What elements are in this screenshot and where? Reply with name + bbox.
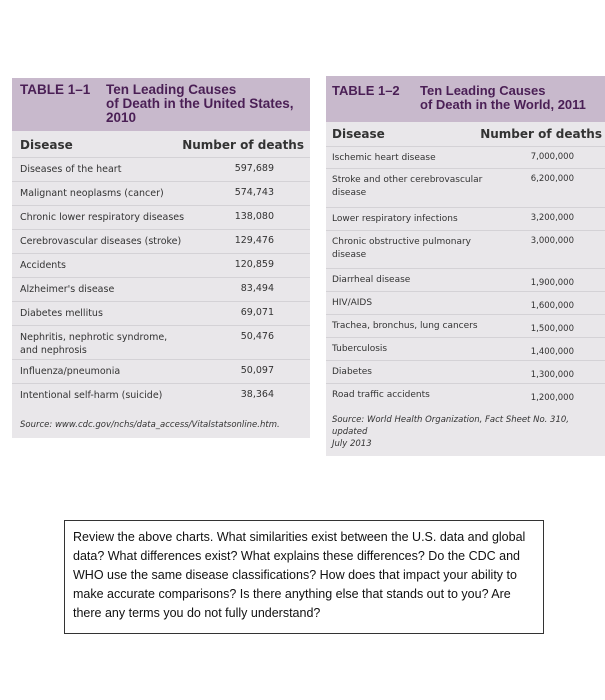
row-disease: Road traffic accidents xyxy=(332,390,430,400)
row-deaths: 1,400,000 xyxy=(530,347,574,357)
row-deaths: 6,200,000 xyxy=(530,174,574,184)
table1-col-deaths: Number of deaths xyxy=(182,138,304,152)
row-disease: Diseases of the heart xyxy=(20,164,122,175)
row-deaths: 50,097 xyxy=(240,365,274,376)
table2-col-deaths: Number of deaths xyxy=(480,127,602,141)
row-disease: Diabetes mellitus xyxy=(20,308,103,319)
table1-source: Source: www.cdc.gov/nchs/data_access/Vitalstatsonline.htm. xyxy=(20,420,280,430)
table1-column-headers xyxy=(12,131,310,157)
row-disease: Influenza/pneumonia xyxy=(20,366,121,377)
row-disease: Chronic lower respiratory diseases xyxy=(20,212,185,223)
table-row xyxy=(12,301,310,325)
table-us-leading-causes xyxy=(12,78,310,438)
row-deaths: 1,600,000 xyxy=(530,301,574,311)
table-row xyxy=(12,205,310,229)
table-row xyxy=(326,337,605,360)
table-row xyxy=(326,291,605,314)
row-deaths: 1,900,000 xyxy=(530,278,574,288)
row-disease: Diabetes xyxy=(332,367,372,377)
row-deaths: 574,743 xyxy=(234,187,274,198)
table-row xyxy=(12,325,310,359)
row-deaths: 7,000,000 xyxy=(530,152,574,162)
row-deaths: 597,689 xyxy=(234,163,274,174)
row-disease: Intentional self-harm (suicide) xyxy=(20,390,163,401)
table-row xyxy=(326,230,605,268)
table-row xyxy=(12,181,310,205)
row-disease: Lower respiratory infections xyxy=(332,214,458,224)
table1-number: TABLE 1–1 xyxy=(20,82,91,97)
table1-header xyxy=(12,78,310,131)
row-disease: Stroke and other cerebrovascular disease xyxy=(332,175,483,198)
review-question-box: Review the above charts. What similarities exist between the U.S. data and global data? What differences exist? What explains these differences? Do the CDC and WHO use the same disease classifications? How does that impact your ability to make accurate comparisons? Is there anything else that stands out to you? Are there any terms you do not fully understand? xyxy=(64,520,544,634)
row-deaths: 3,000,000 xyxy=(530,236,574,246)
table2-title: Ten Leading Causes of Death in the World, 2011 xyxy=(420,83,586,112)
row-deaths: 1,200,000 xyxy=(530,393,574,403)
table-row xyxy=(326,168,605,207)
table2-rows xyxy=(326,146,605,406)
row-deaths: 69,071 xyxy=(240,307,274,318)
table-row xyxy=(326,314,605,337)
table1-title: Ten Leading Causes of Death in the United States, 2010 xyxy=(106,82,294,125)
row-disease: Diarrheal disease xyxy=(332,275,411,285)
table-row xyxy=(12,253,310,277)
row-deaths: 138,080 xyxy=(234,211,274,222)
table-row xyxy=(326,360,605,383)
row-disease: Malignant neoplasms (cancer) xyxy=(20,188,164,199)
row-deaths: 1,300,000 xyxy=(530,370,574,380)
table-row xyxy=(12,359,310,383)
row-disease: Alzheimer's disease xyxy=(20,284,115,295)
row-disease: Chronic obstructive pulmonary disease xyxy=(332,237,471,260)
table2-number: TABLE 1–2 xyxy=(332,83,400,98)
table2-header xyxy=(326,76,605,122)
table2-column-headers xyxy=(326,122,605,146)
table-row xyxy=(12,157,310,181)
row-disease: HIV/AIDS xyxy=(332,298,373,308)
row-disease: Nephritis, nephrotic syndrome, and nephrosis xyxy=(20,332,168,356)
table1-col-disease: Disease xyxy=(20,138,73,152)
table-row xyxy=(326,268,605,291)
table-world-leading-causes xyxy=(326,76,605,456)
row-deaths: 120,859 xyxy=(234,259,274,270)
table-row xyxy=(12,277,310,301)
row-deaths: 1,500,000 xyxy=(530,324,574,334)
table1-rows xyxy=(12,157,310,407)
table-row xyxy=(12,383,310,407)
table-row xyxy=(326,383,605,406)
table-row xyxy=(326,146,605,168)
row-disease: Accidents xyxy=(20,260,66,271)
row-disease: Ischemic heart disease xyxy=(332,153,436,163)
row-deaths: 129,476 xyxy=(234,235,274,246)
row-disease: Cerebrovascular diseases (stroke) xyxy=(20,236,182,247)
table2-col-disease: Disease xyxy=(332,127,385,141)
row-deaths: 3,200,000 xyxy=(530,213,574,223)
row-deaths: 50,476 xyxy=(240,331,274,342)
row-disease: Tuberculosis xyxy=(332,344,388,354)
row-disease: Trachea, bronchus, lung cancers xyxy=(332,321,478,331)
row-deaths: 38,364 xyxy=(240,389,274,400)
table-row xyxy=(12,229,310,253)
table2-source: Source: World Health Organization, Fact Sheet No. 310, updated July 2013 xyxy=(332,415,569,449)
table-row xyxy=(326,207,605,230)
row-deaths: 83,494 xyxy=(240,283,274,294)
